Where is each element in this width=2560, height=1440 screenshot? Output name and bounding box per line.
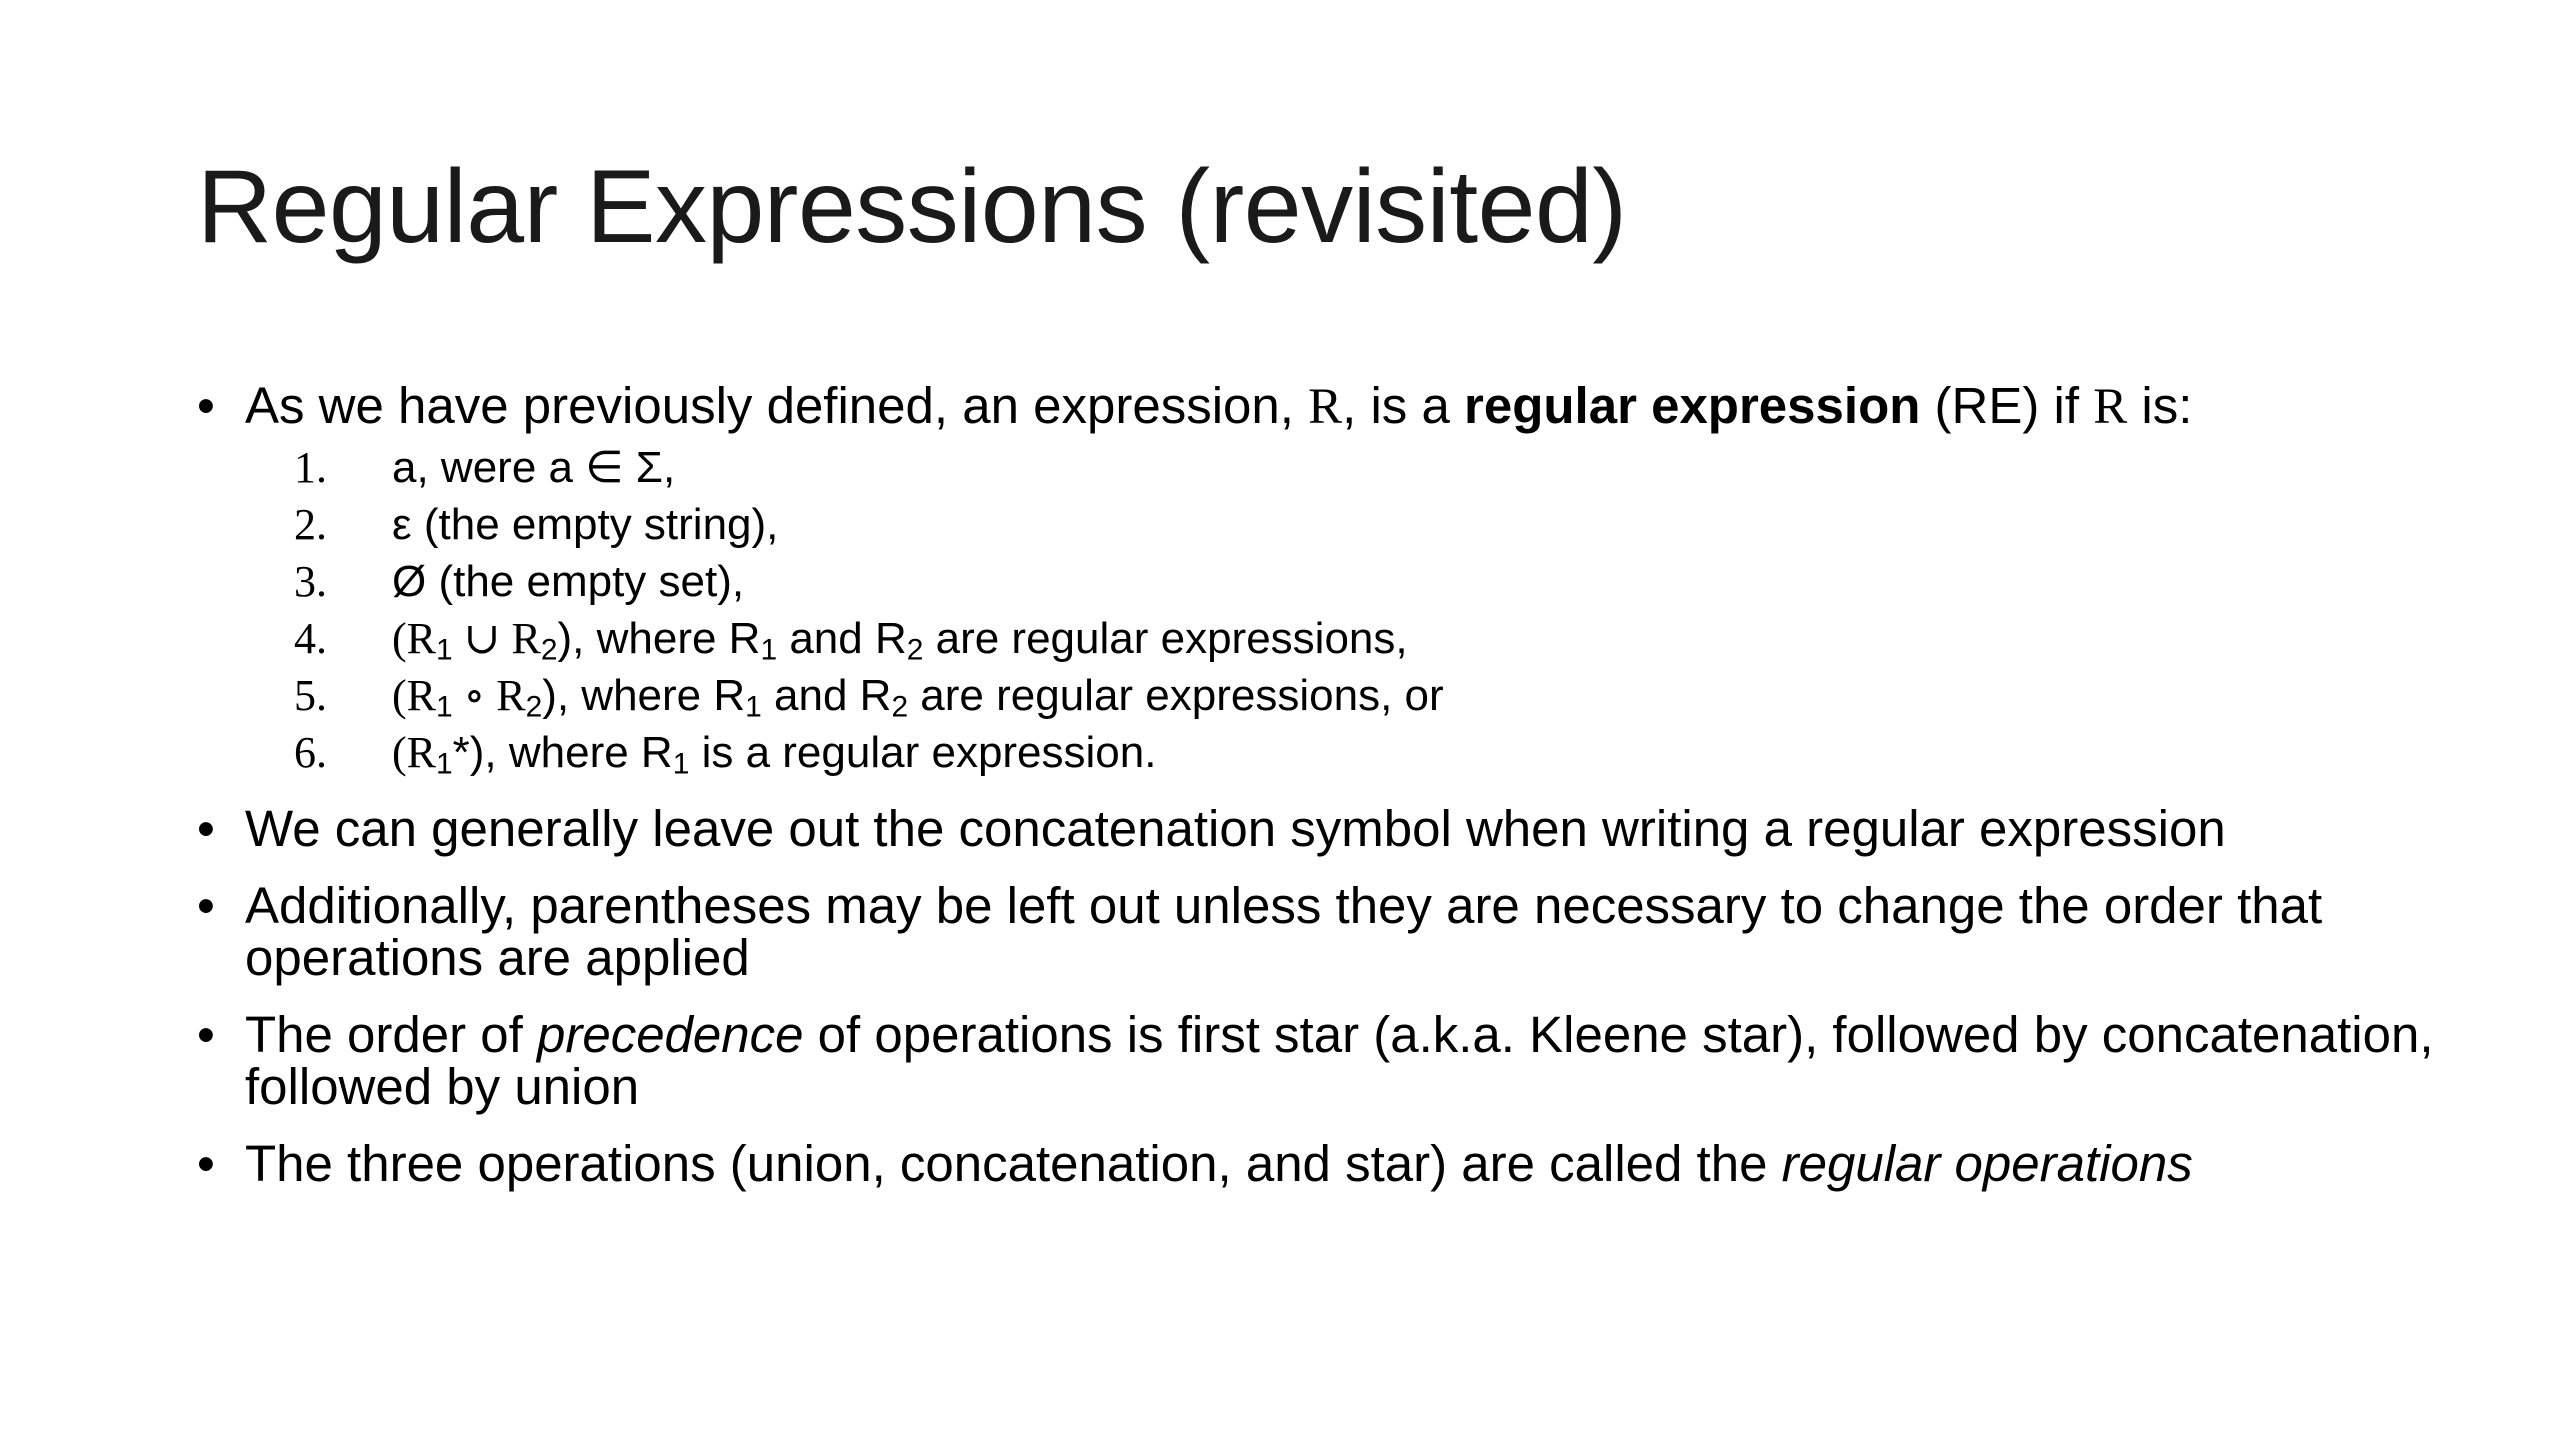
list-text: ε (the empty string),	[392, 500, 779, 549]
definition-list	[197, 439, 2457, 781]
list-number: 4.	[294, 614, 327, 663]
list-number: 2.	[294, 500, 327, 549]
list-number: 5.	[294, 671, 327, 720]
list-item	[197, 724, 2457, 781]
bullet-text: is:	[2127, 377, 2193, 434]
math-text: (R	[392, 671, 436, 720]
italic-term: regular operations	[1781, 1135, 2193, 1192]
list-text: *), where R	[452, 728, 673, 777]
subscript: 2	[906, 633, 924, 667]
list-item	[197, 439, 2457, 496]
variable-r: R	[2093, 379, 2128, 435]
list-item	[197, 496, 2457, 553]
subscript: 1	[436, 633, 453, 667]
bullet-concatenation	[197, 800, 2457, 857]
bullet-text: As we have previously defined, an expression,	[245, 377, 1309, 434]
subscript: 1	[745, 690, 762, 724]
subscript: 2	[891, 690, 909, 724]
subscript: 1	[436, 747, 453, 781]
bullet-text: of operations is first star (a.k.a. Kleene star), followed by concatenation, followed by union	[245, 1006, 2434, 1115]
bullet-text: The order of	[245, 1006, 537, 1063]
list-text: and R	[777, 614, 907, 663]
bullet-text: (RE) if	[1920, 377, 2094, 434]
bullet-precedence	[197, 1006, 2457, 1115]
slide-title: Regular Expressions (revisited)	[197, 149, 1627, 265]
subscript: 1	[672, 747, 690, 781]
list-text: are regular expressions,	[923, 614, 1408, 663]
list-text: are regular expressions, or	[908, 671, 1444, 720]
variable-r: R	[1308, 379, 1343, 435]
bullet-regular-operations	[197, 1135, 2457, 1192]
list-number: 6.	[294, 728, 327, 777]
math-text: (R	[392, 728, 436, 777]
list-text: a, were a ∈ Σ,	[392, 443, 676, 492]
list-text: and R	[761, 671, 892, 720]
slide-content	[197, 377, 2457, 1215]
italic-term: precedence	[536, 1006, 804, 1063]
math-text: (R	[392, 614, 436, 663]
list-item	[197, 553, 2457, 610]
math-text: ∘ R	[452, 671, 526, 720]
list-item	[197, 610, 2457, 667]
subscript: 2	[540, 633, 558, 667]
list-item	[197, 667, 2457, 724]
bullet-definition	[197, 377, 2457, 435]
bullet-parentheses	[197, 877, 2457, 986]
bold-term: regular expression	[1464, 377, 1921, 434]
list-number: 1.	[294, 443, 327, 492]
bullet-text: We can generally leave out the concatenation symbol when writing a regular expression	[245, 800, 2226, 857]
list-number: 3.	[294, 557, 327, 606]
subscript: 1	[760, 633, 778, 667]
list-text: ), where R	[557, 614, 761, 663]
list-text: ), where R	[542, 671, 746, 720]
bullet-text: Additionally, parentheses may be left out unless they are necessary to change the order that operations are applied	[245, 877, 2323, 986]
subscript: 1	[436, 690, 453, 724]
bullet-text: The three operations (union, concatenation, and star) are called the	[245, 1135, 1782, 1192]
math-text: ∪ R	[452, 614, 541, 663]
list-text: Ø (the empty set),	[392, 557, 745, 606]
bullet-text: , is a	[1342, 377, 1465, 434]
subscript: 2	[525, 690, 543, 724]
list-text: is a regular expression.	[689, 728, 1157, 777]
